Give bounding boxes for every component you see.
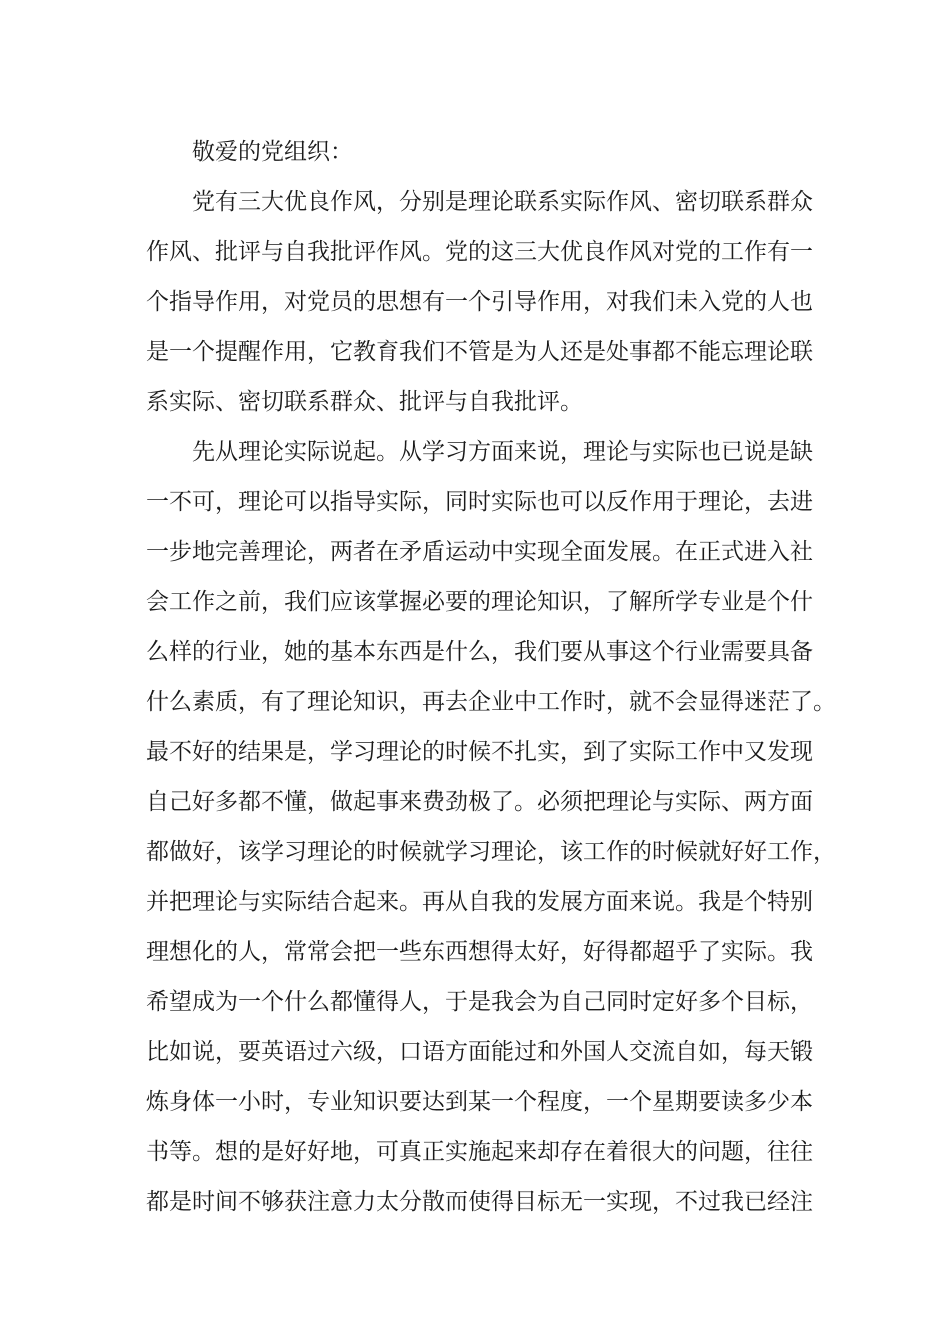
paragraph-2-line-12: 希望成为一个什么都懂得人，于是我会为自己同时定好多个目标，: [146, 989, 813, 1015]
paragraph-1-line-4: 是一个提醒作用，它教育我们不管是为人还是处事都不能忘理论联: [146, 339, 813, 365]
paragraph-2-line-6: 什么素质，有了理论知识，再去企业中工作时，就不会显得迷茫了。: [146, 689, 836, 715]
paragraph-2-line-10: 并把理论与实际结合起来。再从自我的发展方面来说。我是个特别: [146, 889, 813, 915]
paragraph-2-line-4: 会工作之前，我们应该掌握必要的理论知识，了解所学专业是个什: [146, 589, 813, 615]
paragraph-2-line-7: 最不好的结果是，学习理论的时候不扎实，到了实际工作中又发现: [146, 739, 813, 765]
paragraph-2-line-11: 理想化的人，常常会把一些东西想得太好，好得都超乎了实际。我: [146, 939, 813, 965]
paragraph-2-line-16: 都是时间不够获注意力太分散而使得目标无一实现，不过我已经注: [146, 1189, 813, 1215]
paragraph-1-line-5: 系实际、密切联系群众、批评与自我批评。: [146, 389, 583, 415]
paragraph-2-line-13: 比如说，要英语过六级，口语方面能过和外国人交流自如，每天锻: [146, 1039, 813, 1065]
paragraph-1-line-2: 作风、批评与自我批评作风。党的这三大优良作风对党的工作有一: [146, 239, 813, 265]
paragraph-2-line-14: 炼身体一小时，专业知识要达到某一个程度，一个星期要读多少本: [146, 1089, 813, 1115]
paragraph-2-line-3: 一步地完善理论，两者在矛盾运动中实现全面发展。在正式进入社: [146, 539, 813, 565]
paragraph-1-line-3: 个指导作用，对党员的思想有一个引导作用，对我们未入党的人也: [146, 289, 813, 315]
salutation: 敬爱的党组织：: [192, 139, 353, 165]
paragraph-2-line-8: 自己好多都不懂，做起事来费劲极了。必须把理论与实际、两方面: [146, 789, 813, 815]
paragraph-2-line-9: 都做好，该学习理论的时候就学习理论，该工作的时候就好好工作，: [146, 839, 836, 865]
paragraph-2-line-1: 先从理论实际说起。从学习方面来说，理论与实际也已说是缺: [192, 439, 813, 465]
paragraph-2-line-5: 么样的行业，她的基本东西是什么，我们要从事这个行业需要具备: [146, 639, 813, 665]
paragraph-1-line-1: 党有三大优良作风，分别是理论联系实际作风、密切联系群众: [192, 189, 813, 215]
paragraph-2-line-15: 书等。想的是好好地，可真正实施起来却存在着很大的问题，往往: [146, 1139, 813, 1165]
paragraph-2-line-2: 一不可，理论可以指导实际，同时实际也可以反作用于理论，去进: [146, 489, 813, 515]
